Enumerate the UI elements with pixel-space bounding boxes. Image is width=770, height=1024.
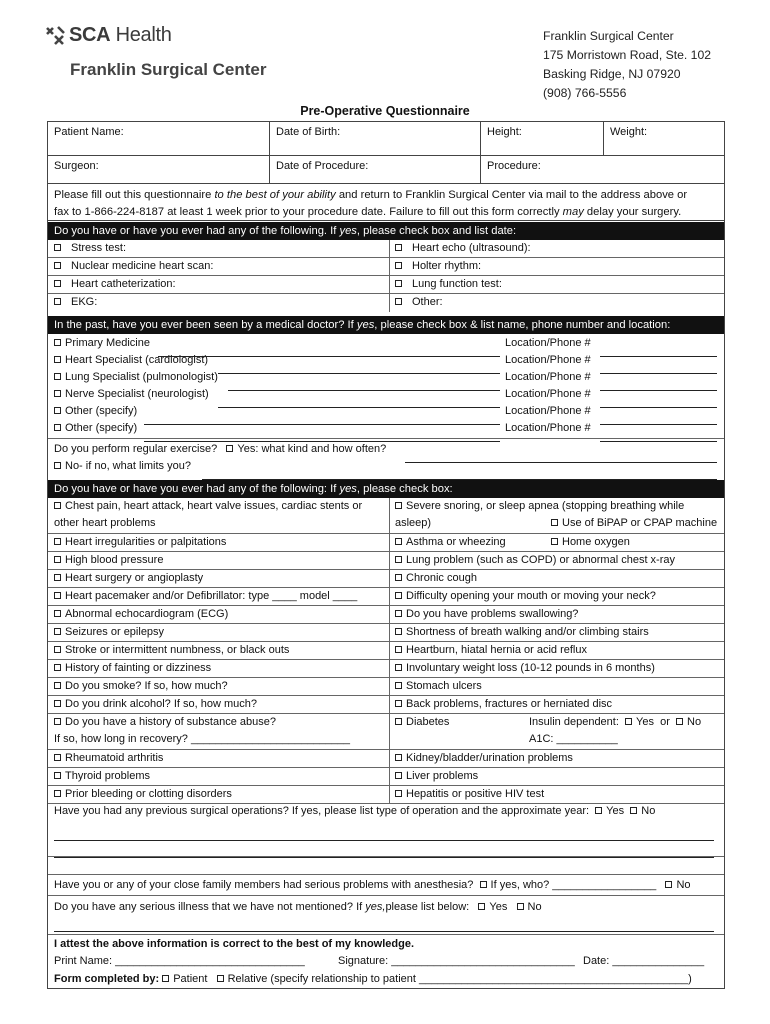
condition-row: [48, 570, 724, 588]
checkbox[interactable]: [395, 664, 402, 671]
no-label: No: [527, 901, 542, 913]
instructions-text: delay your surgery.: [583, 206, 682, 218]
doctor-name-line[interactable]: [218, 363, 500, 374]
illness-emphasis: yes,: [365, 901, 386, 913]
condition-label: other heart problems: [54, 517, 156, 529]
condition-row: [48, 786, 724, 804]
checkbox[interactable]: [54, 592, 61, 599]
heading-text: , please check box and list date:: [356, 225, 517, 237]
checkbox[interactable]: [54, 407, 61, 414]
doctor-label: Nerve Specialist (neurologist): [65, 388, 209, 400]
exercise-label: Do you perform regular exercise?: [54, 443, 218, 455]
condition-row: [48, 714, 724, 750]
checkbox[interactable]: [625, 718, 632, 725]
checkbox[interactable]: [54, 718, 61, 725]
location-label: Location/Phone #: [505, 405, 591, 417]
checkbox[interactable]: [395, 262, 402, 269]
doctor-row: [54, 369, 218, 386]
address-line: Basking Ridge, NJ 07920: [543, 67, 681, 81]
checkbox[interactable]: [395, 628, 402, 635]
instructions-text: fax to 1-866-224-8187 at least 1 week prior to your procedure date. Failure to fill out this form correctly: [54, 206, 563, 218]
condition-label: Chronic cough: [406, 572, 477, 584]
condition-label: Asthma or wheezing: [406, 536, 506, 548]
condition-label: Do you have problems swallowing?: [406, 608, 579, 620]
location-line[interactable]: [600, 414, 717, 425]
condition-row: [48, 534, 724, 552]
checkbox[interactable]: [54, 356, 61, 363]
checkbox[interactable]: [395, 298, 402, 305]
surgeries-line[interactable]: [54, 830, 714, 841]
checkbox[interactable]: [395, 682, 402, 689]
date-field[interactable]: Date: _______________: [583, 955, 705, 967]
anesthesia-question: [54, 877, 691, 894]
completed-by-label: Form completed by:: [54, 973, 160, 985]
instructions-text: and return to Franklin Surgical Center via mail to the address above or: [335, 189, 688, 201]
condition-label: Heart irregularities or palpitations: [65, 536, 227, 548]
condition-label: Severe snoring, or sleep apnea (stopping breathing while: [406, 500, 685, 512]
patient-option: Patient: [173, 973, 208, 985]
location-label: Location/Phone #: [505, 388, 591, 400]
checkbox[interactable]: [395, 772, 402, 779]
section1-row: [48, 294, 724, 312]
checkbox[interactable]: [217, 975, 224, 982]
exercise-question: [54, 441, 386, 458]
checkbox[interactable]: [54, 462, 61, 469]
surgeon-field[interactable]: Surgeon:: [48, 156, 270, 184]
instructions: [48, 184, 724, 221]
doctor-label: Heart Specialist (cardiologist): [65, 354, 209, 366]
checkbox[interactable]: [54, 373, 61, 380]
condition-label: Heart pacemaker and/or Defibrillator: type ____ model ____: [65, 590, 358, 602]
sca-health-logo: [44, 24, 172, 47]
surgeries-label: Have you had any previous surgical operations? If yes, please list type of operation and the approximate year:: [54, 805, 590, 817]
checkbox[interactable]: [54, 610, 61, 617]
exercise-no-label: No- if no, what limits you?: [65, 460, 191, 472]
condition-label: Seizures or epilepsy: [65, 626, 165, 638]
checkbox[interactable]: [54, 772, 61, 779]
yes-label: If yes, who? _________________: [490, 879, 657, 891]
checkbox[interactable]: [54, 502, 61, 509]
condition-label: Hepatitis or positive HIV test: [406, 788, 545, 800]
checkbox[interactable]: [54, 754, 61, 761]
doctor-name-line[interactable]: [144, 414, 500, 425]
checkbox[interactable]: [395, 556, 402, 563]
section2-heading: [48, 316, 724, 334]
checkbox[interactable]: [395, 610, 402, 617]
checkbox[interactable]: [54, 538, 61, 545]
location-label: Location/Phone #: [505, 422, 591, 434]
condition-row: [48, 642, 724, 660]
test-label: Heart catheterization:: [71, 278, 176, 290]
heading-text: In the past, have you ever been seen by a medical doctor? If: [54, 319, 357, 331]
checkbox[interactable]: [54, 424, 61, 431]
condition-label: Rheumatoid arthritis: [65, 752, 164, 764]
condition-label: Back problems, fractures or herniated disc: [406, 698, 613, 710]
condition-label: Do you have a history of substance abuse?: [65, 716, 276, 728]
location-line[interactable]: [600, 380, 717, 391]
location-line[interactable]: [600, 346, 717, 357]
or-label: or: [660, 716, 670, 728]
exercise-yes-label: Yes: what kind and how often?: [237, 443, 387, 455]
condition-label: Lung problem (such as COPD) or abnormal chest x-ray: [406, 554, 675, 566]
print-name-field[interactable]: Print Name: _______________________________: [54, 955, 305, 967]
condition-label: Chest pain, heart attack, heart valve issues, cardiac stents or: [65, 500, 363, 512]
section3-heading: [48, 480, 724, 498]
location-line[interactable]: [600, 431, 717, 442]
checkbox[interactable]: [395, 538, 402, 545]
exercise-limit-line[interactable]: [202, 469, 717, 480]
checkbox[interactable]: [54, 339, 61, 346]
doctor-label: Other (specify): [65, 422, 138, 434]
checkbox[interactable]: [478, 903, 485, 910]
checkbox[interactable]: [54, 664, 61, 671]
checkbox[interactable]: [54, 646, 61, 653]
checkbox[interactable]: [395, 574, 402, 581]
instructions-emphasis: may: [562, 206, 584, 218]
condition-label: Kidney/bladder/urination problems: [406, 752, 573, 764]
checkbox[interactable]: [517, 903, 524, 910]
condition-row: [48, 498, 724, 534]
condition-label: Heartburn, hiatal hernia or acid reflux: [406, 644, 587, 656]
illness-label: please list below:: [385, 901, 470, 913]
no-label: No: [676, 879, 691, 891]
illness-question: [54, 899, 542, 916]
location-line[interactable]: [600, 397, 717, 408]
checkbox[interactable]: [551, 519, 558, 526]
checkbox[interactable]: [395, 790, 402, 797]
checkbox[interactable]: [54, 556, 61, 563]
condition-label: Heart surgery or angioplasty: [65, 572, 204, 584]
illness-line[interactable]: [54, 921, 714, 932]
condition-label: If so, how long in recovery? __________________________: [54, 733, 351, 745]
checkbox[interactable]: [676, 718, 683, 725]
condition-label: Prior bleeding or clotting disorders: [65, 788, 232, 800]
checkbox[interactable]: [630, 807, 637, 814]
exercise-no-row: [54, 458, 191, 475]
condition-label: Do you smoke? If so, how much?: [65, 680, 228, 692]
height-field[interactable]: Height:: [481, 122, 604, 156]
doctor-row: [54, 403, 137, 420]
heading-text: , please check box & list name, phone number and location:: [374, 319, 671, 331]
checkbox[interactable]: [162, 975, 169, 982]
condition-label: Do you drink alcohol? If so, how much?: [65, 698, 257, 710]
condition-label: Home oxygen: [562, 536, 630, 548]
checkbox[interactable]: [551, 538, 558, 545]
checkbox[interactable]: [54, 574, 61, 581]
checkbox[interactable]: [54, 390, 61, 397]
location-label: Location/Phone #: [505, 337, 591, 349]
heading-emphasis: yes: [339, 225, 357, 237]
section1-row: [48, 276, 724, 294]
heading-text: Do you have or have you ever had any of the following. If: [54, 225, 340, 237]
test-label: EKG:: [71, 296, 98, 308]
logo-text-bold: SCA: [69, 24, 111, 46]
anesthesia-label: Have you or any of your close family members had serious problems with anesthesia?: [54, 879, 474, 891]
checkbox[interactable]: [54, 280, 61, 287]
checkbox[interactable]: [395, 646, 402, 653]
checkbox[interactable]: [395, 700, 402, 707]
yes-label: Yes: [606, 805, 625, 817]
checkbox[interactable]: [226, 445, 233, 452]
condition-label: asleep): [395, 517, 432, 529]
doctor-name-line[interactable]: [228, 380, 500, 391]
condition-label: Liver problems: [406, 770, 479, 782]
condition-row: [48, 588, 724, 606]
test-label: Other:: [412, 296, 443, 308]
doctor-name-line[interactable]: [218, 397, 500, 408]
doctor-row: [54, 386, 209, 403]
location-line[interactable]: [600, 363, 717, 374]
instructions-text: Please fill out this questionnaire: [54, 189, 215, 201]
procedure-field[interactable]: Procedure:: [481, 156, 724, 184]
no-label: No: [641, 805, 656, 817]
checkbox[interactable]: [54, 298, 61, 305]
checkbox[interactable]: [54, 682, 61, 689]
logo-text-rest: Health: [110, 24, 172, 46]
condition-label: High blood pressure: [65, 554, 164, 566]
surgeries-question: [54, 803, 655, 820]
exercise-line[interactable]: [405, 452, 717, 463]
heading-emphasis: yes: [356, 319, 375, 331]
condition-label: Involuntary weight loss (10-12 pounds in 6 months): [406, 662, 655, 674]
condition-row: [48, 696, 724, 714]
condition-row: [48, 768, 724, 786]
section1-row: [48, 258, 724, 276]
completed-by-row: [54, 971, 692, 988]
location-label: Location/Phone #: [505, 354, 591, 366]
form-title: Pre-Operative Questionnaire: [300, 104, 470, 118]
condition-row: [48, 660, 724, 678]
checkbox[interactable]: [54, 244, 61, 251]
checkbox[interactable]: [595, 807, 602, 814]
doctor-name-line[interactable]: [158, 346, 500, 357]
illness-label: Do you have any serious illness that we have not mentioned? If: [54, 901, 366, 913]
condition-row: [48, 552, 724, 570]
condition-label: Abnormal echocardiogram (ECG): [65, 608, 229, 620]
checkbox[interactable]: [395, 244, 402, 251]
test-label: Holter rhythm:: [412, 260, 482, 272]
checkbox[interactable]: [54, 790, 61, 797]
weight-field[interactable]: Weight:: [604, 122, 724, 156]
test-label: Heart echo (ultrasound):: [412, 242, 531, 254]
sca-logo-icon: [44, 25, 66, 47]
questionnaire-form: [47, 121, 725, 989]
condition-row: [48, 624, 724, 642]
condition-label: Difficulty opening your mouth or moving your neck?: [406, 590, 656, 602]
dob-field[interactable]: Date of Birth:: [270, 122, 481, 156]
address-line: 175 Morristown Road, Ste. 102: [543, 48, 712, 62]
instructions-emphasis: to the best of your ability: [214, 189, 336, 201]
test-label: Lung function test:: [412, 278, 502, 290]
doctor-row: [54, 335, 150, 352]
section1-row: [48, 240, 724, 258]
checkbox[interactable]: [395, 592, 402, 599]
condition-row: [48, 606, 724, 624]
test-label: Stress test:: [71, 242, 127, 254]
address-line: Franklin Surgical Center: [543, 29, 674, 43]
checkbox[interactable]: [395, 280, 402, 287]
insulin-label: Insulin dependent:: [529, 716, 619, 728]
section1-heading: [48, 222, 724, 240]
doctor-row: [54, 420, 137, 437]
doctor-label: Lung Specialist (pulmonologist): [65, 371, 218, 383]
doctor-label: Primary Medicine: [65, 337, 150, 349]
checkbox[interactable]: [395, 502, 402, 509]
doctor-label: Other (specify): [65, 405, 138, 417]
condition-row: [48, 750, 724, 768]
checkbox[interactable]: [480, 881, 487, 888]
address-line: (908) 766-5556: [543, 86, 627, 100]
condition-label: Stomach ulcers: [406, 680, 482, 692]
condition-label: Shortness of breath walking and/or climbing stairs: [406, 626, 649, 638]
condition-label: Stroke or intermittent numbness, or black outs: [65, 644, 290, 656]
condition-label: History of fainting or dizziness: [65, 662, 212, 674]
checkbox[interactable]: [665, 881, 672, 888]
signature-field[interactable]: Signature: ______________________________: [338, 955, 575, 967]
patient-name-field[interactable]: Patient Name:: [48, 122, 270, 156]
condition-label: Diabetes: [406, 716, 450, 728]
checkbox[interactable]: [395, 718, 402, 725]
no-label: No: [687, 716, 702, 728]
relative-option: Relative (specify relationship to patient ____________________________________________): [227, 973, 692, 985]
test-label: Nuclear medicine heart scan:: [71, 260, 214, 272]
heading-emphasis: yes: [339, 483, 357, 495]
facility-address: [543, 27, 711, 103]
facility-name: Franklin Surgical Center: [70, 60, 267, 79]
attest-statement: I attest the above information is correct to the best of my knowledge.: [54, 938, 415, 950]
yes-label: Yes: [489, 901, 508, 913]
heading-text: , please check box:: [356, 483, 453, 495]
checkbox[interactable]: [54, 628, 61, 635]
yes-label: Yes: [636, 716, 654, 728]
condition-row: [48, 678, 724, 696]
heading-text: Do you have or have you ever had any of the following: If: [54, 483, 340, 495]
checkbox[interactable]: [54, 700, 61, 707]
condition-label: Use of BiPAP or CPAP machine: [562, 517, 718, 529]
procedure-date-field[interactable]: Date of Procedure:: [270, 156, 481, 184]
condition-label: Thyroid problems: [65, 770, 150, 782]
location-label: Location/Phone #: [505, 371, 591, 383]
checkbox[interactable]: [54, 262, 61, 269]
a1c-label: A1C: __________: [529, 733, 618, 745]
checkbox[interactable]: [395, 754, 402, 761]
